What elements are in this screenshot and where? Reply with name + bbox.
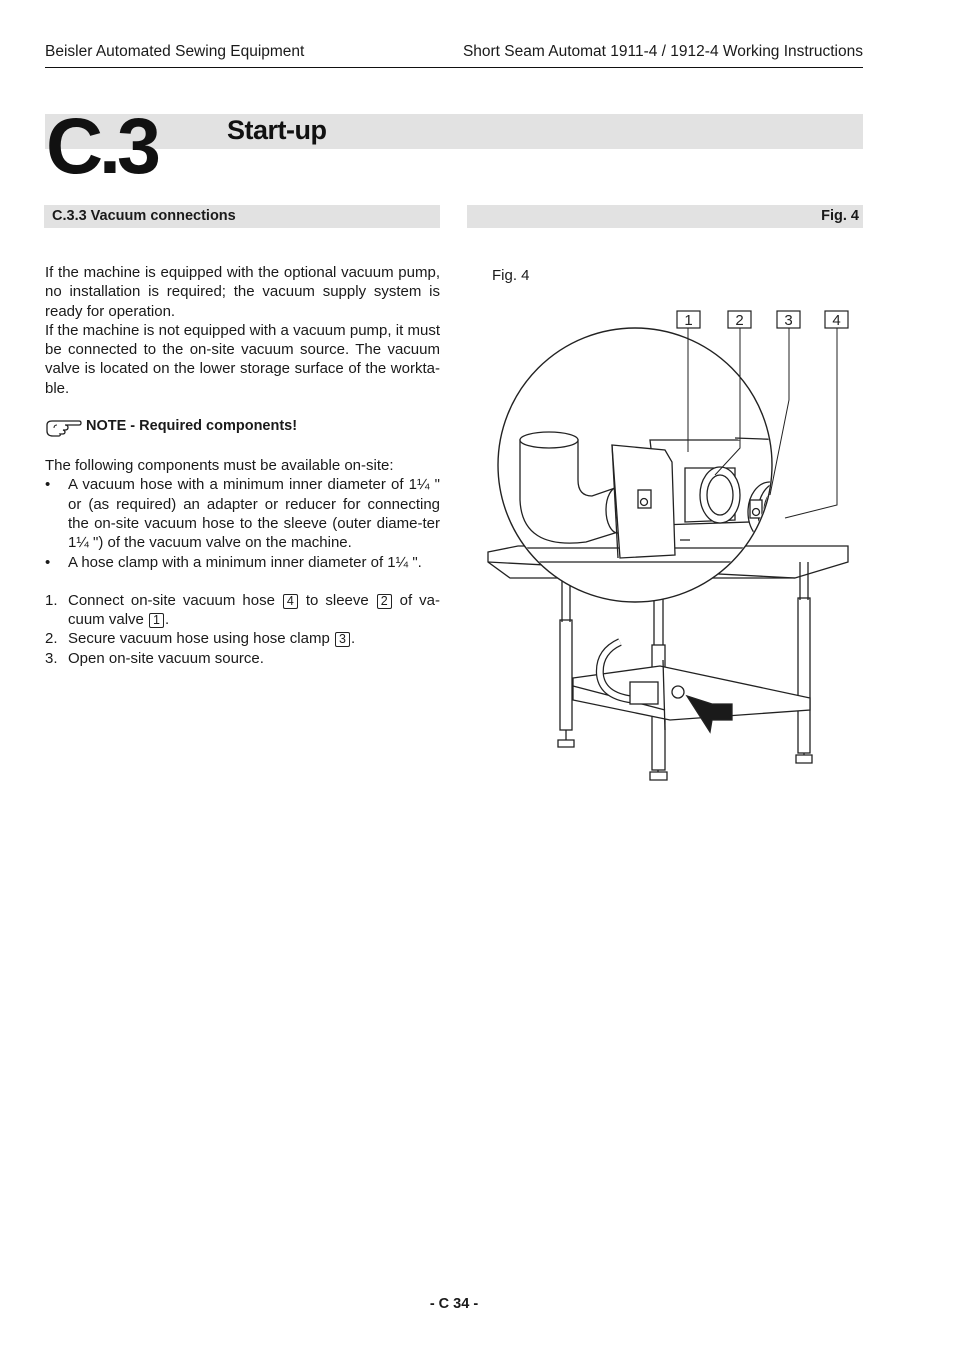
components-list: [45, 475, 440, 571]
body-text: [45, 263, 440, 668]
intro-paragraph: If the machine is equipped with the optional vacuum pump, no installation is required; the vacuum supply system is ready for operation.: [45, 264, 440, 320]
figure-ref: Fig. 4: [821, 208, 859, 224]
list-item: 2. Secure vacuum hose using hose clamp 3 .: [45, 630, 356, 648]
callout-4: 4: [832, 312, 841, 329]
chapter-title: Start-up: [227, 115, 327, 145]
callout-2: 2: [735, 312, 744, 329]
callout-3: 3: [784, 312, 793, 329]
components-intro: The following components must be available on-site:: [45, 457, 394, 475]
chapter-number: C.3: [46, 101, 157, 190]
header-left-title: Beisler Automated Sewing Equipment: [45, 43, 305, 60]
pointing-hand-icon: [45, 417, 83, 437]
callout-ref: 3: [335, 632, 350, 647]
section-heading-bar: [44, 205, 440, 228]
header-rule: [45, 67, 863, 68]
chapter-band: [45, 114, 863, 149]
note: [45, 417, 440, 437]
section-title: C.3.3 Vacuum connections: [52, 208, 236, 224]
figure-label: Fig. 4: [492, 267, 530, 284]
header-right-title: Short Seam Automat 1911-4 / 1912-4 Working Instructions: [462, 43, 863, 60]
note-text: NOTE - Required components!: [86, 418, 298, 435]
figure-callouts: [677, 311, 848, 329]
figure-heading-bar: [467, 205, 863, 228]
callout-ref: 1: [149, 613, 164, 628]
intro-paragraph: If the machine is not equipped with a vacuum pump, it must be connected to the on-site vacuum source. The vacuum valve is located on the lower storage surface of the workta-ble.: [45, 321, 440, 397]
page-number: - C 34 -: [429, 1296, 479, 1312]
callout-ref: 4: [283, 594, 298, 609]
callout-ref: 2: [377, 594, 392, 609]
steps-list: [45, 591, 440, 668]
list-item: • A vacuum hose with a minimum inner diameter of 1¼ " or (as required) an adapter or reducer for connecting the on-site vacuum hose to the sleeve (outer diame-ter 1¼ ") of the vacuum valve on the machine.: [45, 476, 440, 552]
list-item: • A hose clamp with a minimum inner diameter of 1¼ ".: [45, 553, 422, 571]
list-item: 3. Open on-site vacuum source.: [45, 649, 264, 667]
list-item: 1. Connect on-site vacuum hose 4 to sleeve 2 of va-cuum valve 1 .: [45, 591, 441, 629]
vacuum-connection-figure: [480, 300, 865, 785]
callout-1: 1: [684, 312, 693, 329]
